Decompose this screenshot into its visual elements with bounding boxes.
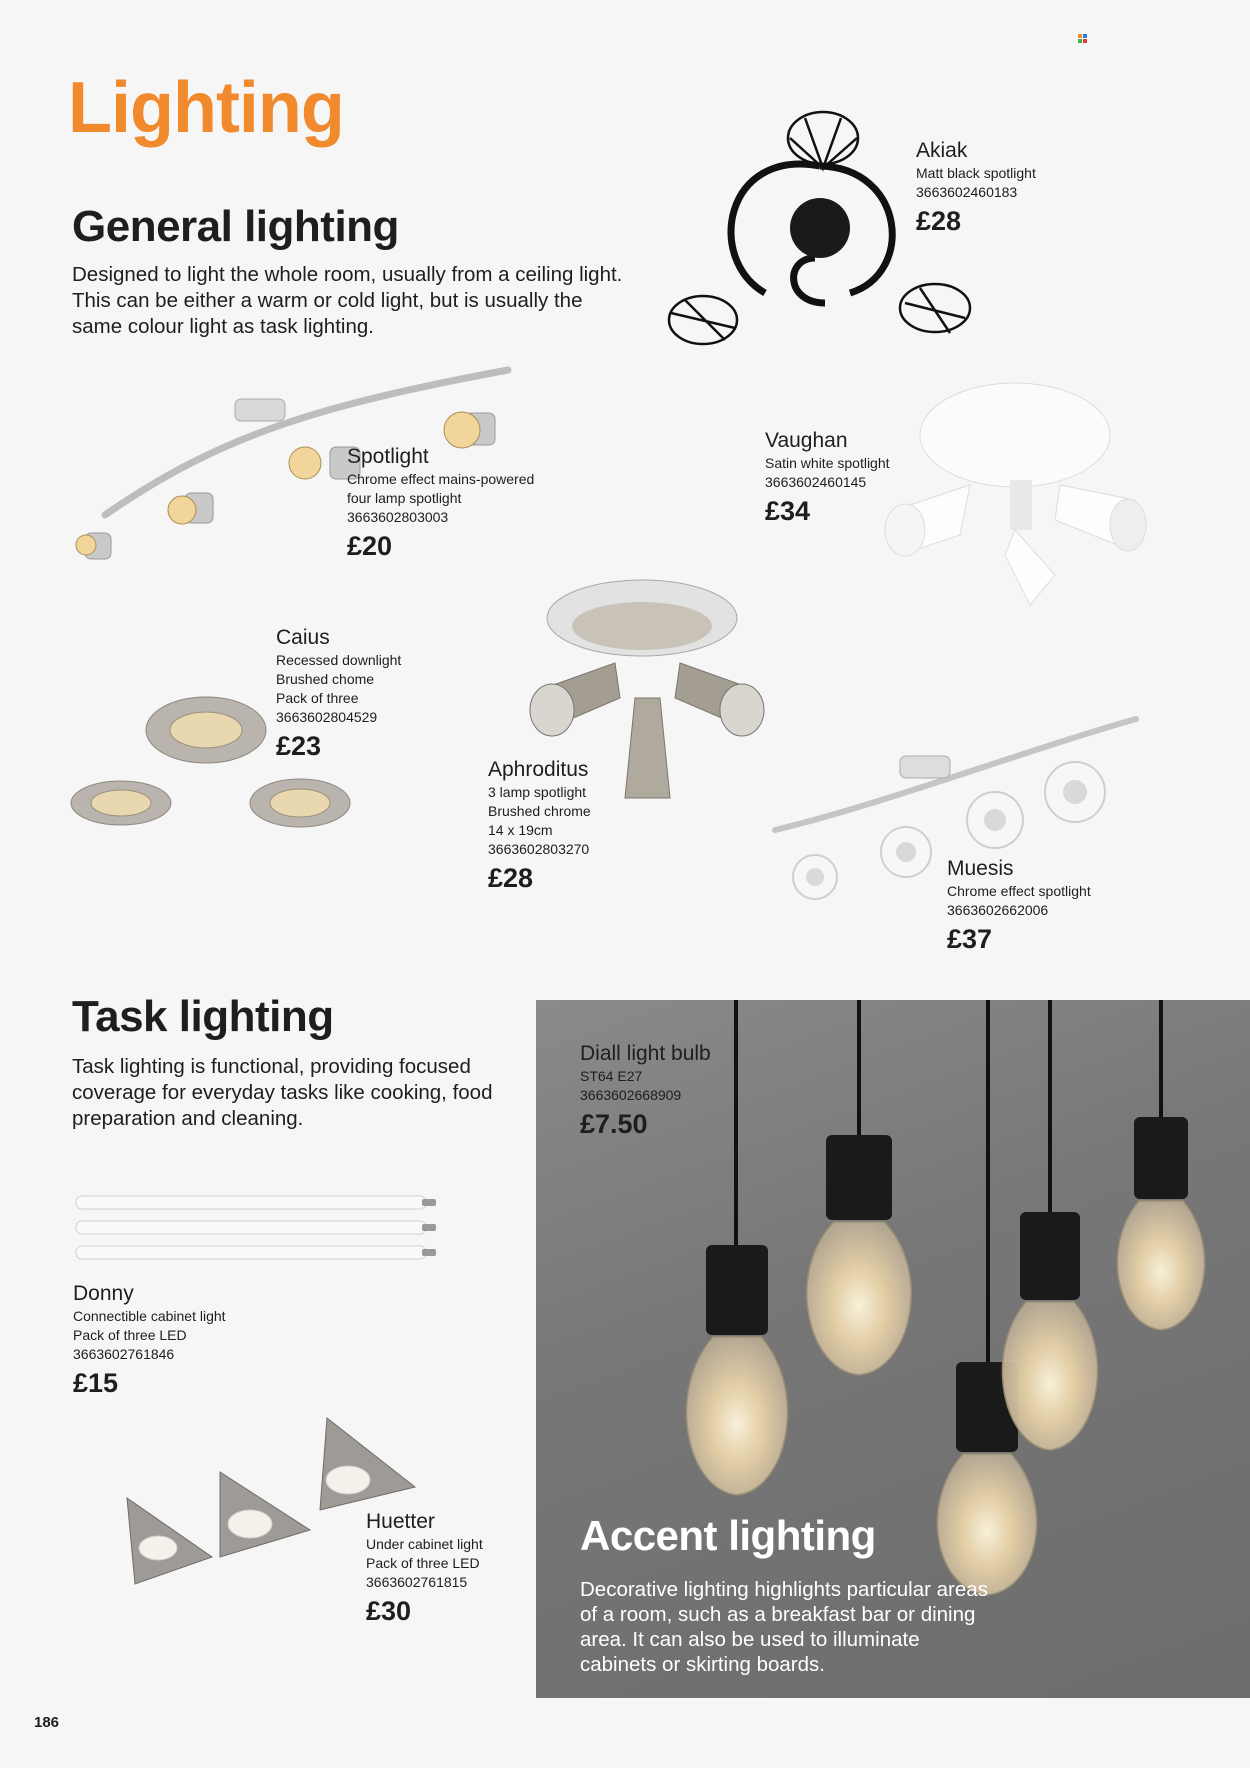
accent-lighting-text: Decorative lighting highlights particular areas of a room, such as a breakfast bar or dining area. It can also be used to illuminate cabinets or skirting boards. — [580, 1578, 988, 1676]
page-title: Lighting — [68, 68, 344, 148]
product-desc: four lamp spotlight — [347, 490, 462, 506]
product-desc: 14 x 19cm — [488, 822, 553, 838]
vaughan-product — [765, 427, 890, 528]
task-lighting-text: Task lighting is functional, providing focused coverage for everyday tasks like cooking, food preparation and cleaning. — [72, 1055, 493, 1130]
product-name: Aphroditus — [488, 758, 589, 781]
product-code: 3663602662006 — [947, 902, 1049, 918]
caius-product — [276, 624, 401, 763]
product-code: 3663602804529 — [276, 709, 378, 725]
product-code: 3663602803270 — [488, 841, 590, 857]
product-price: £7.50 — [580, 1109, 648, 1139]
product-desc: Chrome effect spotlight — [947, 883, 1091, 899]
product-price: £34 — [765, 496, 811, 526]
product-desc: 3 lamp spotlight — [488, 784, 587, 800]
donny-cabinet-light-image — [72, 1193, 442, 1263]
product-name: Spotlight — [347, 445, 429, 468]
huetter-product — [366, 1508, 483, 1628]
product-price: £23 — [276, 731, 322, 761]
product-price: £37 — [947, 924, 993, 954]
aphroditus-product — [488, 756, 591, 895]
product-code: 3663602803003 — [347, 509, 449, 525]
task-lighting-title: Task lighting — [72, 992, 334, 1041]
akiak-product — [916, 137, 1036, 238]
product-desc: ST64 E27 — [580, 1068, 643, 1084]
diall-product — [580, 1040, 711, 1141]
muesis-product — [947, 855, 1091, 956]
product-price: £30 — [366, 1596, 412, 1626]
spotlight-product — [347, 443, 534, 563]
accent-lighting-title: Accent lighting — [580, 1512, 876, 1559]
product-desc: Matt black spotlight — [916, 165, 1036, 181]
product-desc: Pack of three — [276, 690, 359, 706]
product-price: £20 — [347, 531, 393, 561]
product-name: Donny — [73, 1282, 134, 1305]
brand-logo-icon — [1078, 34, 1088, 44]
donny-product — [73, 1280, 226, 1400]
product-desc: Satin white spotlight — [765, 455, 890, 471]
product-desc: Pack of three LED — [366, 1555, 480, 1571]
vaughan-spotlight-image — [860, 385, 1150, 615]
product-desc: Recessed downlight — [276, 652, 402, 668]
product-code: 3663602761815 — [366, 1574, 468, 1590]
product-price: £28 — [916, 206, 962, 236]
product-name: Huetter — [366, 1510, 435, 1533]
general-lighting-text: Designed to light the whole room, usually from a ceiling light. This can be either a warm or cold light, but is usually the same colour light as task lighting. — [72, 263, 623, 338]
product-price: £15 — [73, 1368, 119, 1398]
product-desc: Brushed chome — [276, 671, 375, 687]
page-number: 186 — [34, 1714, 60, 1731]
product-price: £28 — [488, 863, 534, 893]
product-name: Caius — [276, 626, 330, 649]
product-code: 3663602460145 — [765, 474, 867, 490]
product-desc: Brushed chrome — [488, 803, 591, 819]
product-name: Vaughan — [765, 429, 848, 452]
product-name: Diall light bulb — [580, 1042, 711, 1065]
product-desc: Pack of three LED — [73, 1327, 187, 1343]
product-desc: Chrome effect mains-powered — [347, 471, 535, 487]
product-desc: Connectible cabinet light — [73, 1308, 226, 1324]
product-name: Muesis — [947, 857, 1014, 880]
general-lighting-title: General lighting — [72, 202, 399, 251]
product-code: 3663602460183 — [916, 184, 1018, 200]
product-desc: Under cabinet light — [366, 1536, 483, 1552]
product-code: 3663602761846 — [73, 1346, 175, 1362]
product-name: Akiak — [916, 139, 968, 162]
product-code: 3663602668909 — [580, 1087, 682, 1103]
